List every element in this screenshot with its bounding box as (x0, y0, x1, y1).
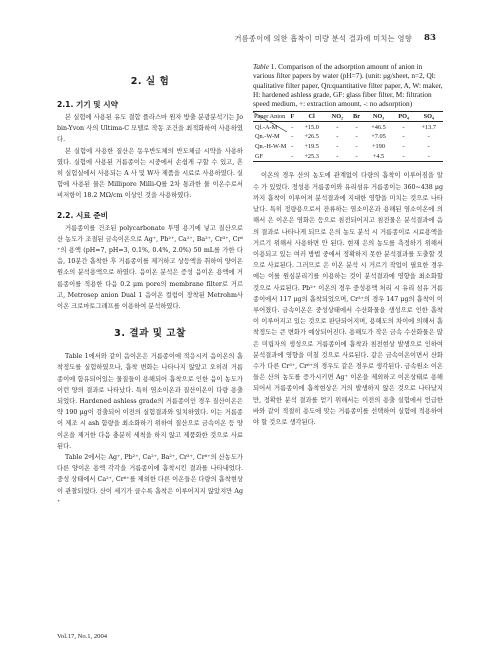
paragraph-instrument: 본 실험에 사용된 유도 결합 플라스마 원자 방출 분광분석기는 Jobin-Yvon 사의 Ultima-C 모델로 작동 조건을 최적화하여 사용하였다. (57, 114, 243, 144)
table-cell: - (355, 133, 358, 141)
left-column (57, 62, 243, 508)
paragraph-results-1: Table 1에서와 같이 음이온은 거름종이에 적응시켜 음이온의 흡착정도를 실험하였으나, 흡착 변화는 나타나지 않았고 오히려 거름종이에 함유되어있는 물질들이 용해되어 흡착으로 인한 음이 농도가 이런 양의 결과로 나타났다. 특히 염소이온과 질산이온이 다량 용출되었다. Hardened ashless grade의 거름종이인 경우 질산이온은 약 190 μg이 검출되어 이전의 실험결과와 일치하였다. 이는 거름종이 제조 시 ash 함량을 최소화하기 위하여 질산으로 금속이온 등 양이온을 제거한 다음 충분히 세척을 하지 않고 제품화한 것으로 사료된다. (57, 353, 243, 450)
table-cell: +26.5 (304, 133, 319, 141)
column-header: SO₄ (414, 112, 443, 122)
table-cell: - (291, 123, 294, 131)
paragraph-discussion: 이온의 경우 산의 농도에 관계없이 다량의 흡착이 이루어짐을 알 수 가 있었다. 정성용 거름종이와 유리섬유 거름종이는 360~438 μg 까지 흡착이 이루어져 분석결과에 지대한 영향을 미치는 것으로 나타났다. 특히 정량용으로서 잔류하는 염소이온과 용해된 염소이온에 의해서 은 이온은 염화은 등으로 침전되어지고 침전물은 분석결과에 음의 결과로 나타나게 되므로 은의 농도 분석 시 거름종이로 시료용액을 거르기 위해서 사용하면 안 된다. 현재 은의 농도를 측정하기 위해서 이용되고 있는 여러 방법 중에서 정확하지 못한 분석결과를 도출할 것으로 사료된다. 그러므로 은 이온 분석 시 거르기 작업이 필요한 경우에는 이를 원심분리기를 이용하는 것이 분석결과에 영향을 최소화할 것으로 사료된다. Pb²⁺ 이온의 경우 중성용액 처리 시 유리 섬유 거름종이에서 117 μg의 흡착되었으며, Cr³⁺의 경우 147 μg의 흡착이 이루어졌다. 금속이온은 중성상태에서 수산화물을 생성으로 인한 흡착이 이루어지고 있는 것으로 판단되어지며, 용해도의 차이에 의해서 흡착정도는 큰 변화가 예상되어진다. 용해도가 작은 금속 수산화물은 많은 미립자의 생성으로 거름종이에 흡착과 침전현상 발생으로 인하여 분석결과에 영향을 미칠 것으로 사료된다. 같은 금속이온이면서 산화수가 다른 Cr³⁺, Cr⁶⁺의 경우도 같은 경우로 생각된다. 금속원소 이온들은 산의 농도를 증가시키면 Ag⁺ 이온을 제외하고 이온상태로 용해되어서 거름종이에 흡착현상은 거의 발생하지 않은 것으로 나타났지만, 정확한 분석 결과를 얻기 위해서는 이전의 용출 실험에서 언급한 바와 같이 적절히 용도에 맞는 거름종이를 선택하여 실험에 적용하여야 할 것으로 생각된다. (253, 172, 443, 426)
column-header: Br (349, 112, 364, 122)
table-cell: - (291, 143, 294, 151)
table-1-label: Table (253, 62, 269, 71)
table-cell: - (355, 143, 358, 151)
paragraph-reagents: 본 실험에 사용한 질산은 동우반도체의 반도체급 시약을 사용하였다. 실험에 사용된 거름종이는 시중에서 손쉽게 구할 수 있고, 흔히 실험실에서 사용되는 A 사 및 W사 제품을 시료로 사용하였다. 실험에 사용된 물은 Millipore Milli-Q를 2차 통과한 물 이온수로서 비저항이 18.2 MΩ/cm 이상인 것을 사용하였다. (57, 147, 243, 200)
table-cell: +190 (371, 143, 385, 151)
table-cell: - (402, 143, 405, 151)
table-1-corner-cell (253, 112, 287, 122)
table-cell: - (336, 123, 339, 131)
subsection-heading-sample-prep: 2.2. 시료 준비 (57, 210, 108, 220)
paragraph-results-2: Table 2에서는 Ag⁺, Pb²⁺, Ca²⁺, Ba²⁺, Cr³⁺, Cr⁶⁺의 산농도가 다른 양이온 용액 각각을 거름종이에 흡착시킨 결과를 나타내었다. 중성 상태에서 Ca²⁺, Cr⁶⁺를 제외한 다른 이온들은 다량의 흡착현상이 관찰되었다. 산이 세기가 클수록 흡착은 이루어지지 않았지만 Ag⁺ (57, 454, 244, 506)
table-cell: +4.5 (364, 152, 392, 162)
page-number: 83 (424, 33, 436, 43)
section-heading-results: 3. 결과 및 고찰 (114, 328, 186, 340)
table-cell: +13.7 (421, 123, 437, 131)
table-cell: - (427, 143, 430, 151)
section-heading-experiment: 2. 실 험 (130, 76, 170, 87)
table-cell: +25.3 (297, 152, 325, 162)
table-cell: - (402, 123, 405, 131)
column-header: PO₄ (393, 112, 415, 122)
journal-volume-footer: Vol.17, No.1, 2004 (57, 633, 108, 640)
table-cell: - (355, 123, 358, 131)
column-header: F (287, 112, 297, 122)
table-cell: - (336, 133, 339, 141)
row-label: Ql.-A-M (255, 123, 278, 131)
table-row (253, 142, 443, 152)
table-1-header-row (253, 112, 443, 122)
table-1-adsorption (253, 111, 443, 162)
table-cell: +19.5 (304, 143, 319, 151)
table-cell: - (402, 133, 405, 141)
table-cell: - (427, 133, 430, 141)
table-1-number: 1. (270, 62, 277, 71)
corner-label-paper: Paper (254, 113, 269, 121)
right-column (253, 62, 443, 428)
table-row (253, 132, 443, 142)
table-cell: - (336, 143, 339, 151)
row-label: Qn.-H-W-M (255, 143, 287, 151)
row-label: GF (253, 152, 287, 162)
paragraph-sample-prep: 거름종이를 건조된 polycarbonate 투명 용기에 넣고 질산으로 산 농도가 조절된 금속이온으로 Ag⁺, Pb²⁺, Ca²⁺, Ba²⁺, Cr³⁺, Cr⁶⁺의 용액 (pH=7, pH=3, 0.1%, 0.4%, 2.0%) 50 mL를 가한 다음, 10분간 흡착한 후 거름종이를 제거하고 상등액을 취하여 양이온 원소의 분석용액으로 하였다. 음이온 분석은 증성 음이온 용액에 거름종이를 적용한 다음 0.2 μm pore의 membrane filter로 거르고, Metrosep anion Dual 1 음이온 컬럼이 장착된 Metrohm사 이온 크로마토그래프를 이용하여 분석하였다. (57, 224, 243, 311)
table-cell: - (393, 152, 415, 162)
table-1-caption (253, 62, 443, 108)
column-header: NO₃ (364, 112, 392, 122)
row-label: Qn.-W-M (255, 133, 280, 141)
running-header (0, 34, 480, 48)
subsection-heading-instruments: 2.1. 기기 및 시약 (57, 100, 118, 109)
table-cell: - (414, 152, 443, 162)
table-cell: - (349, 152, 364, 162)
table-1-caption-text: Comparison of the adsorption amount of anion in various filter papers by water (pH=7). (unit: μg/sheet, n=2, Ql: qualitative filter paper, Qn:quantitative filter paper, A, W: maker, H: hardened ashless grade, GF: glass fiber filter, M: filtration speed medium, +: extraction amount, -: no adsorption) (253, 62, 443, 109)
table-cell: - (287, 152, 297, 162)
table-row (253, 152, 443, 162)
corner-label-anion: Anion (269, 113, 286, 121)
table-cell: +7.05 (371, 133, 386, 141)
column-header: Cl (297, 112, 325, 122)
table-cell: +46.5 (371, 123, 386, 131)
table-cell: - (326, 152, 349, 162)
running-header-title: 거름종이에 의한 흡착이 미량 분석 결과에 미치는 영향 (234, 34, 412, 43)
column-header: NO₂ (326, 112, 349, 122)
table-cell: +15.0 (304, 123, 319, 131)
table-cell: - (291, 133, 294, 141)
